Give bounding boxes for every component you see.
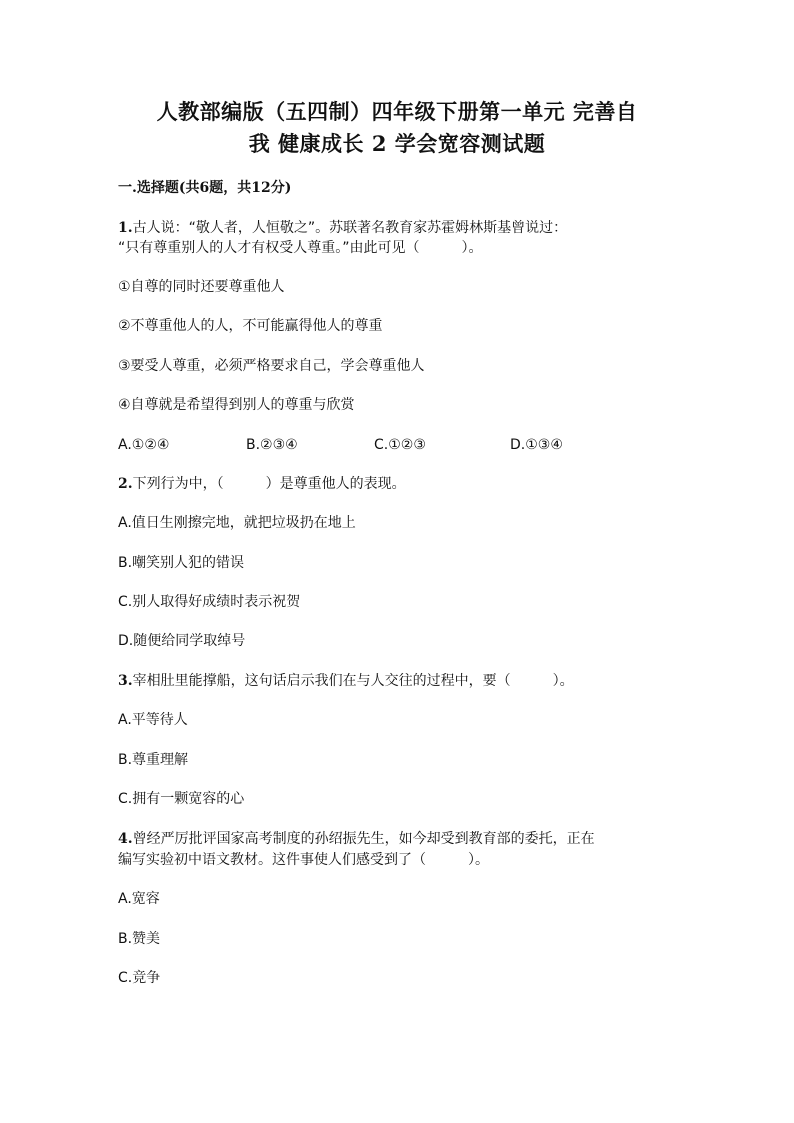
question-1-stem — [118, 218, 567, 238]
question-3-stem — [118, 671, 574, 691]
question-2-stem — [118, 474, 406, 494]
question-1-stem-line-2: “只有尊重别人的人才有权受人尊重。”由此可见（ ）。 — [118, 240, 483, 256]
question-2-option-c: C.别人取得好成绩时表示祝贺 — [118, 594, 301, 610]
question-4-option-b: B.赞美 — [118, 931, 161, 947]
question-4-option-a: A.宽容 — [118, 891, 160, 907]
question-number: 1. — [118, 220, 133, 236]
question-number: 3. — [118, 673, 133, 689]
question-1-statement: ④自尊就是希望得到别人的尊重与欣赏 — [118, 397, 355, 413]
question-3-option-b: B.尊重理解 — [118, 752, 189, 768]
section-heading: 一.选择题(共6题，共12分) — [118, 180, 292, 196]
question-text: 曾经严厉批评国家高考制度的孙绍振先生，如今却受到教育部的委托，正在 — [132, 831, 595, 847]
question-2-option-a: A.值日生刚擦完地，就把垃圾扔在地上 — [118, 515, 356, 531]
question-2-option-d: D.随便给同学取绰号 — [118, 633, 246, 649]
question-1-option-d: D.①③④ — [510, 437, 563, 453]
question-text: 宰相肚里能撑船，这句话启示我们在与人交往的过程中，要（ ）。 — [132, 673, 574, 689]
question-2-option-b: B.嘲笑别人犯的错误 — [118, 555, 245, 571]
question-1-statement: ③要受人尊重，必须严格要求自己，学会尊重他人 — [118, 358, 425, 374]
question-number: 2. — [118, 476, 133, 492]
question-1-option-b: B.②③④ — [246, 437, 298, 453]
document-title-line-2: 我 健康成长 2 学会宽容测试题 — [248, 131, 546, 156]
question-1-option-c: C.①②③ — [374, 437, 426, 453]
question-3-option-c: C.拥有一颗宽容的心 — [118, 791, 245, 807]
question-4-stem — [118, 829, 595, 849]
question-text: 古人说：“敬人者，人恒敬之”。苏联著名教育家苏霍姆林斯基曾说过： — [132, 220, 568, 236]
question-4-stem-line-2: 编写实验初中语文教材。这件事使人们感受到了（ ）。 — [118, 852, 489, 868]
question-3-option-a: A.平等待人 — [118, 712, 188, 728]
question-text: 下列行为中，（ ）是尊重他人的表现。 — [132, 476, 406, 492]
question-1-option-a: A.①②④ — [118, 437, 170, 453]
question-1-statement: ①自尊的同时还要尊重他人 — [118, 279, 285, 295]
question-number: 4. — [118, 831, 133, 847]
document-title-line-1: 人教部编版（五四制）四年级下册第一单元 完善自 — [156, 99, 638, 124]
question-1-statement: ②不尊重他人的人，不可能赢得他人的尊重 — [118, 318, 383, 334]
question-4-option-c: C.竞争 — [118, 970, 161, 986]
